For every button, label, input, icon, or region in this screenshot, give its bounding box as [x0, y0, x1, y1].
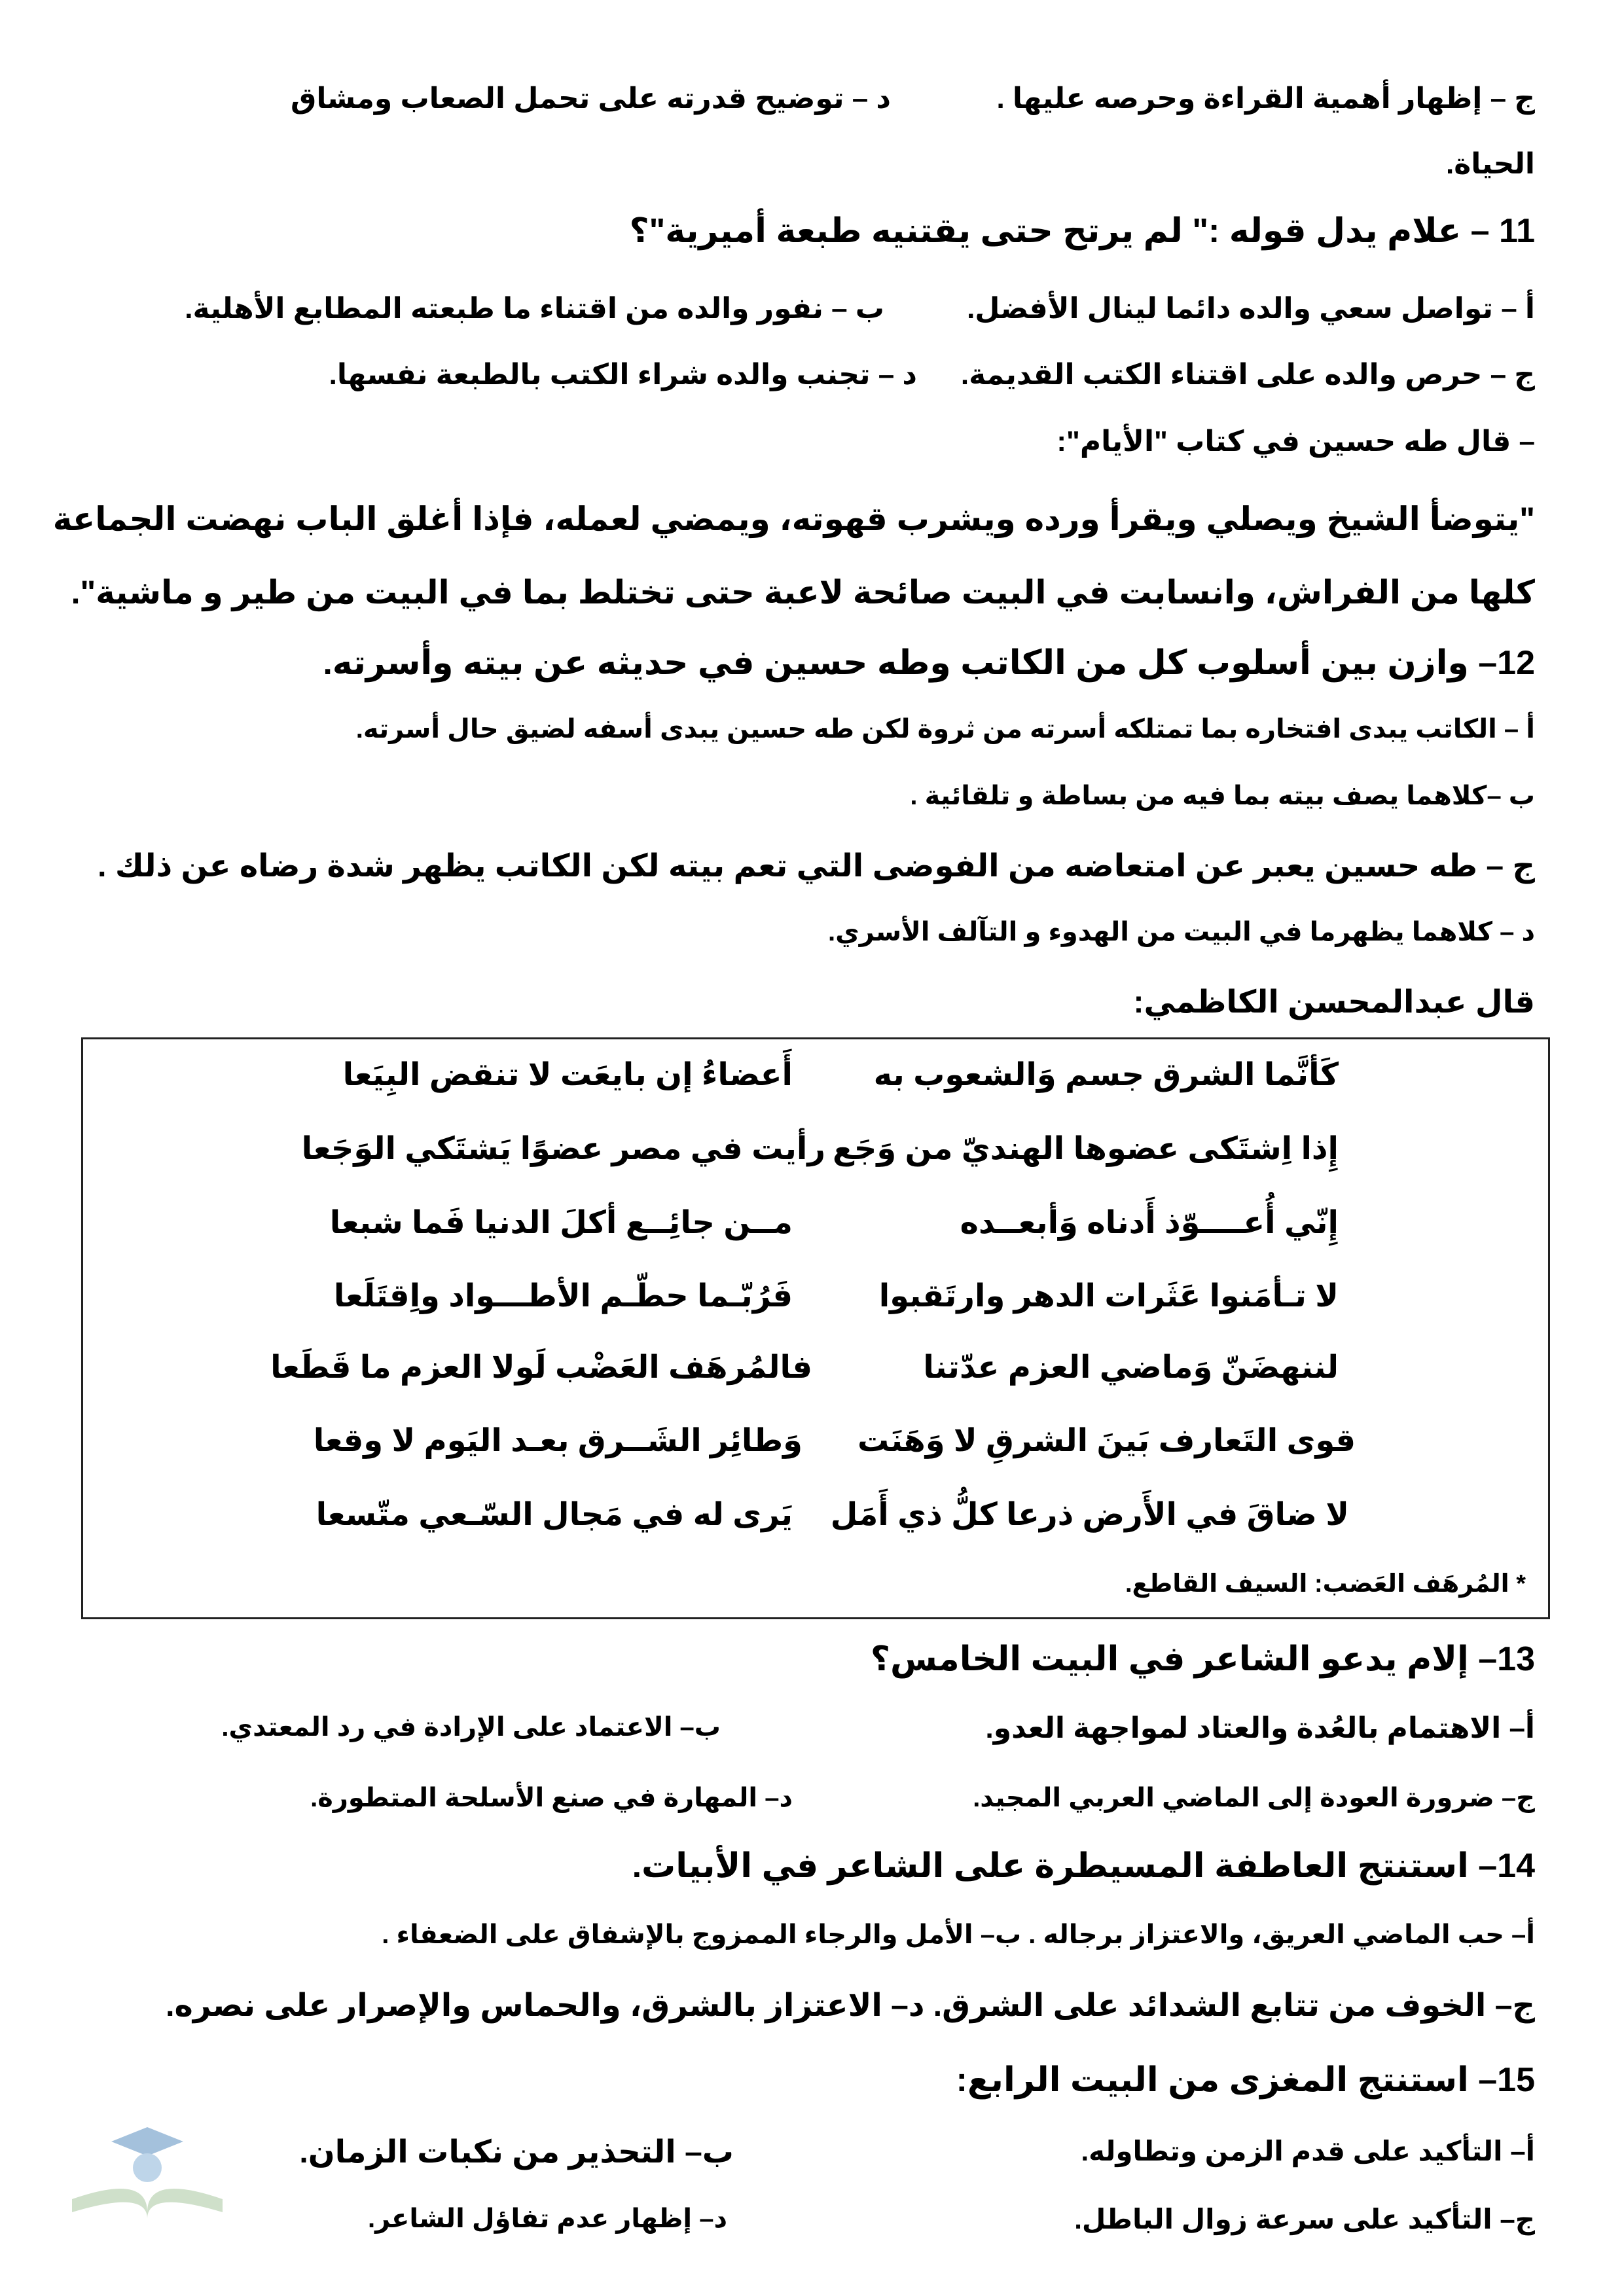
q12-option-b: ب –كلاهما يصف بيته بما فيه من بساطة و تلقائية .	[910, 781, 1535, 810]
verse-1-second: أَعضاءُ إن بايعَت لا تنقض البِيَعا	[342, 1058, 793, 1092]
verse-1-first: كَأنَّما الشرق جسم وَالشعوب به	[873, 1058, 1339, 1092]
verse-7-first: لا ضاقَ في الأَرض ذرعا كلُّ ذي أَمَل	[830, 1498, 1349, 1532]
verse-3-first: إِنّي أُعــــوّذ أَدناه وَأبعــده	[960, 1206, 1339, 1240]
passage-line-2: كلها من الفراش، وانسابت في البيت صائحة لاعبة حتى تختلط بما في البيت من طير و ماشية".	[71, 574, 1535, 611]
graduation-book-icon	[52, 2121, 242, 2225]
q10-option-d-cont: الحياة.	[1446, 148, 1535, 180]
q15-option-c: ج– التأكيد على سرعة زوال الباطل.	[1074, 2204, 1535, 2234]
poem-intro: قال عبدالمحسن الكاظمي:	[1133, 985, 1535, 1020]
q15-option-d: د– إظهار عدم تفاؤل الشاعر.	[368, 2204, 727, 2233]
verse-2-second: رأيت في مصر عضوًا يَشتَكي الوَجَعا	[301, 1132, 825, 1166]
watermark-logo	[52, 2121, 242, 2258]
verse-5-second: فالمُرهَف العَضْب لَولا العزم ما قَطَعا	[270, 1350, 812, 1385]
q15-option-a: أ– التأكيد على قدم الزمن وتطاوله.	[1081, 2136, 1535, 2166]
q12-question: 12– وازن بين أسلوب كل من الكاتب وطه حسين في حديثه عن بيته وأسرته.	[323, 644, 1535, 682]
passage-line-1: "يتوضأ الشيخ ويصلي ويقرأ ورده ويشرب قهوته، ويمضي لعمله، فإذا أغلق الباب نهضت الجماعة	[52, 501, 1535, 537]
verse-3-second: مــن جائِــع أكلَ الدنيا فَما شبعا	[329, 1206, 793, 1240]
q15-option-b: ب– التحذير من نكبات الزمان.	[299, 2135, 734, 2170]
verse-6-second: وَطائِر الشَــرق بعـد اليَوم لا وقعا	[313, 1424, 803, 1458]
q14-question: 14– استنتج العاطفة المسيطرة على الشاعر في الأبيات.	[632, 1847, 1535, 1885]
q11-option-b: ب – نفور والده من اقتناء ما طبعته المطابع الأهلية.	[185, 293, 884, 325]
q14-options-ab: أ– حب الماضي العريق، والاعتزاز برجاله . ب– الأمل والرجاء الممزوج بالإشفاق على الضعفاء .	[382, 1920, 1535, 1949]
verse-4-second: فَرُبّـما حطّـم الأطـــواد واِقتَلَعا	[333, 1279, 793, 1314]
q11-option-d: د – تجنب والده شراء الكتب بالطبعة نفسها.	[329, 359, 917, 391]
verse-5-first: لننهضَنّ وَماضي العزم عدّتنا	[923, 1350, 1339, 1385]
q12-option-d: د – كلاهما يظهرما في البيت من الهدوء و التآلف الأسري.	[828, 918, 1535, 946]
q13-question: 13– إلام يدعو الشاعر في البيت الخامس؟	[870, 1640, 1535, 1678]
q15-question: 15– استنتج المغزى من البيت الرابع:	[956, 2061, 1535, 2099]
q11-option-c: ج – حرص والده على اقتناء الكتب القديمة.	[960, 359, 1535, 391]
verse-2-first: إِذا اِشتَكى عضوها الهنديّ من وَجَع	[832, 1132, 1339, 1166]
passage-intro: – قال طه حسين في كتاب "الأيام":	[1056, 425, 1535, 457]
poem-footnote: * المُرهَف العَضب: السيف القاطع.	[1125, 1570, 1526, 1598]
q13-option-a: أ– الاهتمام بالعُدة والعتاد لمواجهة العدو.	[985, 1712, 1535, 1744]
verse-6-first: قوى التَعارف بَينَ الشرقِ لا وَهَنَت	[857, 1424, 1356, 1458]
q10-option-d: د – توضيح قدرته على تحمل الصعاب ومشاق	[291, 82, 891, 115]
verse-7-second: يَرى له في مَجال السّـعي متّسعا	[316, 1498, 793, 1532]
q10-option-c: ج – إظهار أهمية القراءة وحرصه عليها .	[996, 82, 1535, 115]
q12-option-c: ج – طه حسين يعبر عن امتعاضه من الفوضى التي تعم بيته لكن الكاتب يظهر شدة رضاه عن ذلك .	[98, 849, 1535, 884]
q13-option-c: ج– ضرورة العودة إلى الماضي العربي المجيد.	[973, 1784, 1535, 1812]
q13-option-d: د– المهارة في صنع الأسلحة المتطورة.	[310, 1784, 793, 1812]
q11-option-a: أ – تواصل سعي والده دائما لينال الأفضل.	[967, 293, 1535, 325]
verse-4-first: لا تـأمَنوا عَثَرات الدهر وارتَقبوا	[878, 1279, 1339, 1314]
q13-option-b: ب– الاعتماد على الإرادة في رد المعتدي.	[221, 1713, 721, 1742]
q14-options-cd: ج– الخوف من تتابع الشدائد على الشرق. د– الاعتزاز بالشرق، والحماس والإصرار على نصره.	[166, 1988, 1535, 2023]
q12-option-a: أ – الكاتب يبدى افتخاره بما تمتلكه أسرته من ثروة لكن طه حسين يبدى أسفه لضيق حال أسرته.	[355, 715, 1535, 744]
q11-question: 11 – علام يدل قوله :" لم يرتح حتى يقتنيه طبعة أميرية"؟	[629, 212, 1535, 250]
